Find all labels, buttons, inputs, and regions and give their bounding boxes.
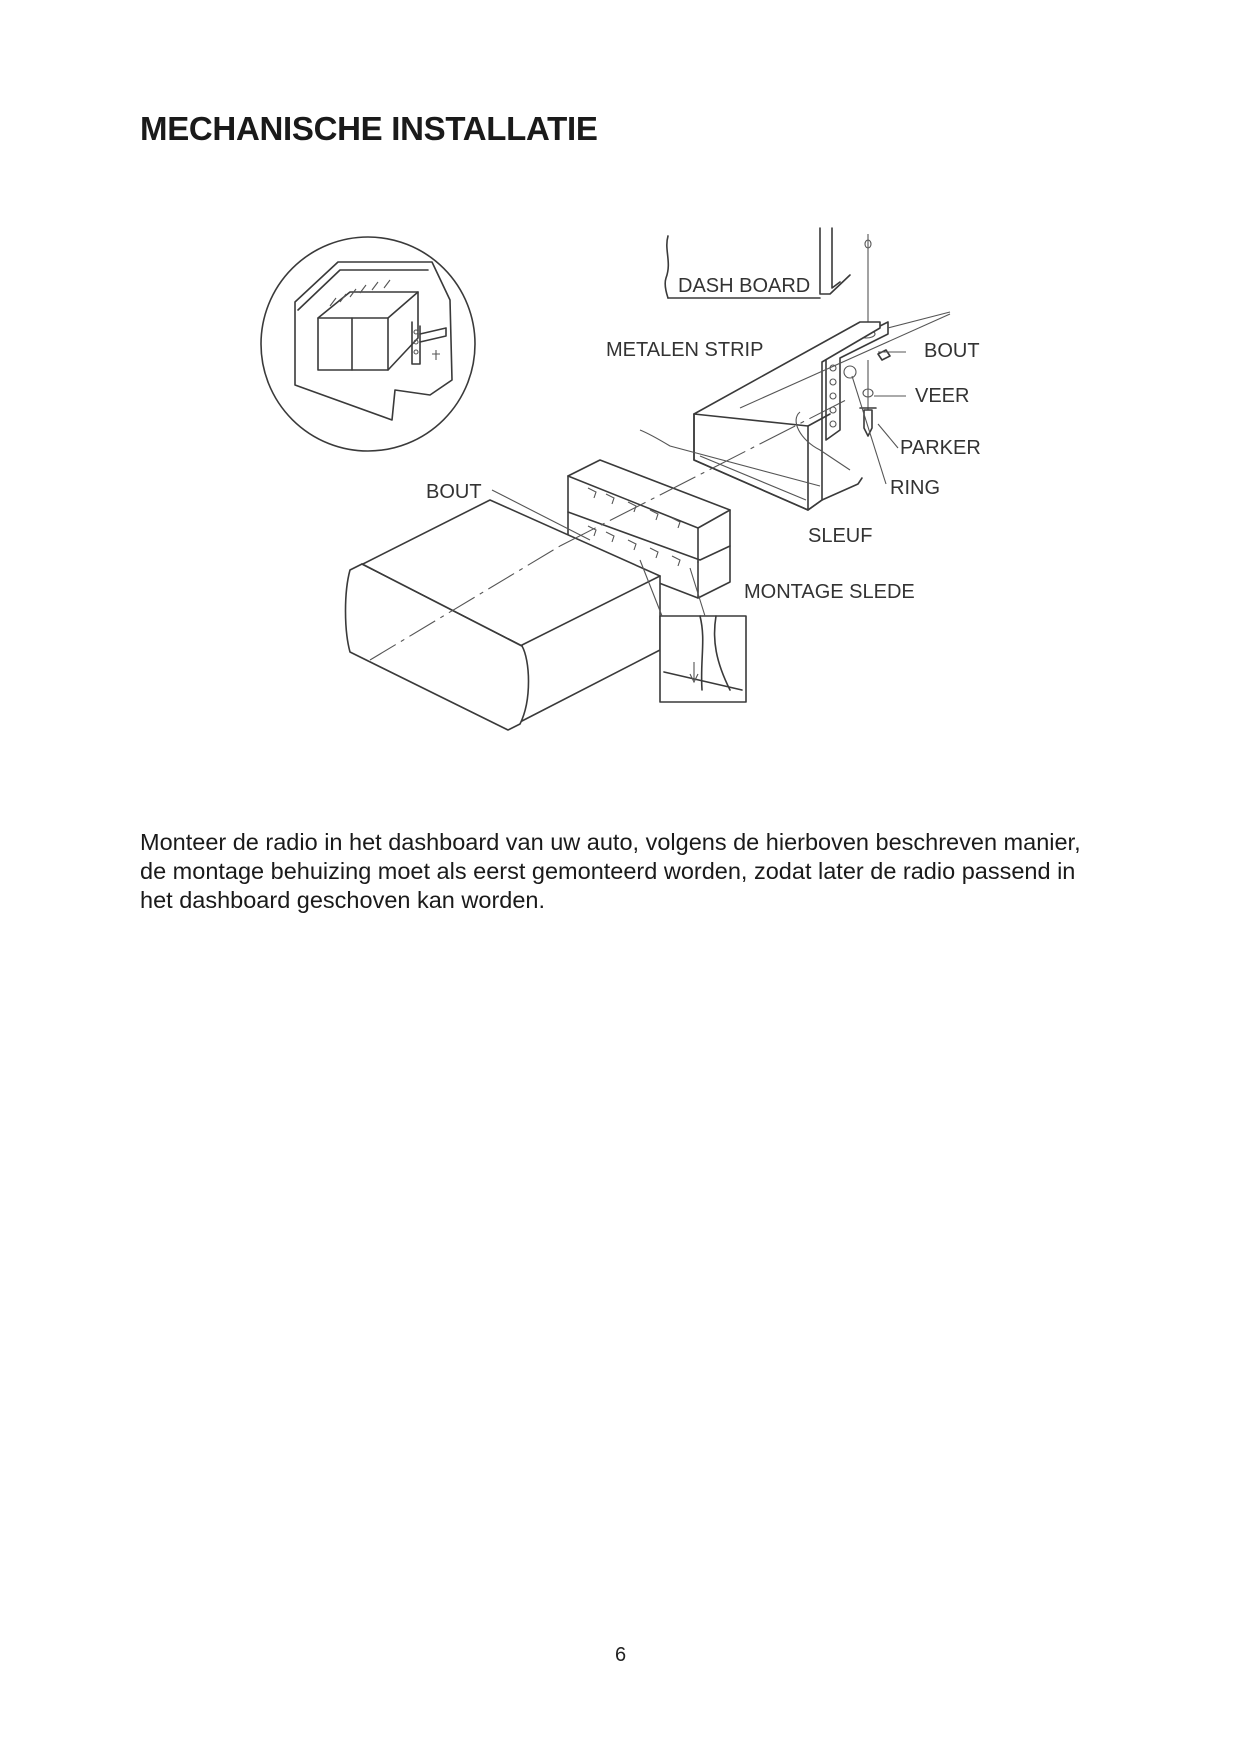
label-dash-board: DASH BOARD — [678, 275, 811, 297]
label-bout-left: BOUT — [426, 481, 482, 503]
label-veer: VEER — [915, 385, 970, 407]
page-title: MECHANISCHE INSTALLATIE — [140, 110, 598, 147]
label-bout-right: BOUT — [924, 340, 980, 362]
label-ring: RING — [890, 477, 940, 499]
radio-unit — [346, 500, 661, 730]
label-metalen-strip: METALEN STRIP — [606, 339, 764, 361]
detail-inset — [261, 237, 475, 451]
label-montage-slede: MONTAGE SLEDE — [744, 581, 915, 603]
page-number: 6 — [614, 1644, 627, 1666]
instruction-paragraph: Monteer de radio in het dashboard van uw auto, volgens de hierboven beschreven manier, de montage behuizing moet als eerst gemonteerd worden, zodat later de radio passend in het dashboard geschoven kan worden. — [140, 829, 1081, 913]
installation-diagram — [0, 0, 1241, 760]
label-parker: PARKER — [900, 437, 981, 459]
label-sleuf: SLEUF — [808, 525, 873, 547]
